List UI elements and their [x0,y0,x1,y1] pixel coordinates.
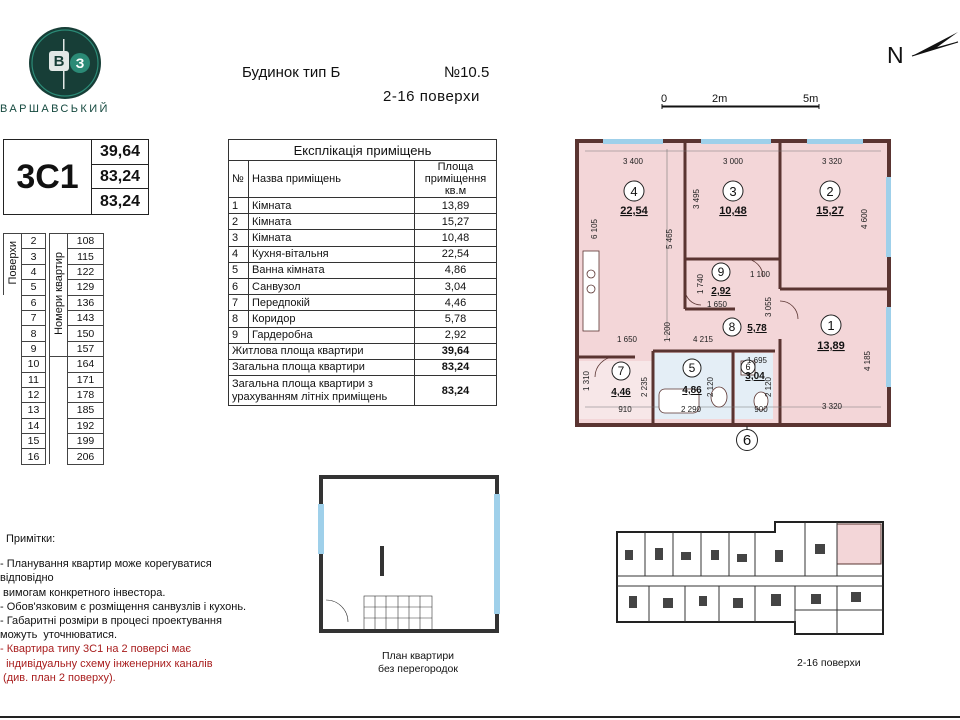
total-area-value: 83,24 [92,165,148,190]
table-row [229,262,497,278]
compass-arrow-icon [910,30,960,60]
total-value: 83,24 [415,359,497,375]
floors-header [4,234,22,296]
floor-number: 4 [22,264,46,279]
house-number: №10.5 [444,64,490,81]
room-3-area: 10,48 [719,205,747,217]
room-area: 22,54 [415,246,497,262]
floor-number: 3 [22,249,46,264]
floors-header-spacer [4,295,22,464]
total-value: 83,24 [415,376,497,406]
plan-marker-6: 6 [736,429,758,451]
room-number: 3 [229,230,249,246]
apartment-code-block [3,139,149,215]
bottom-rule [0,716,960,718]
room-name: Кімната [249,230,415,246]
room-2-area: 15,27 [816,205,844,217]
room-number: 2 [229,214,249,230]
room-1-area: 13,89 [817,340,845,352]
dim-4600: 4 600 [860,208,869,230]
dim-1740: 1 740 [696,273,705,295]
floor-number: 2 [22,234,46,249]
totals-row [229,343,497,359]
room-area: 2,92 [415,327,497,343]
apartments-header-label: Номери квартир [52,252,65,335]
dim-3400: 3 400 [622,157,644,166]
note-line: - Планування квартир може корегуватися [0,558,212,571]
dim-2290: 2 290 [680,405,702,414]
total-area-summer-value: 83,24 [99,192,141,210]
explication-title: Експлікація приміщень [229,140,497,161]
note-line-highlight: індивідуальну схему інженерних каналів [0,657,213,670]
notes-block [0,532,261,685]
apartment-number: 157 [68,341,104,356]
notes-title: Примітки: [6,533,56,545]
floor-number: 15 [22,434,46,449]
dim-5465: 5 465 [665,228,674,250]
dim-1310: 1 310 [582,370,591,392]
room-number: 8 [229,311,249,327]
floors-range: 2-16 поверхи [383,88,480,105]
compass-north-label: N [887,42,904,68]
table-row [229,214,497,230]
floor-number: 12 [22,387,46,402]
room-name: Передпокій [249,295,415,311]
floors-header-label: Поверхи [6,241,19,285]
apartment-number: 115 [68,249,104,264]
room-number: 5 [229,262,249,278]
logo-letter-z: З [75,55,85,71]
room-2-number: 2 [826,184,834,199]
room-8-area: 5,78 [747,323,767,334]
apartment-code: 3С1 [4,140,92,214]
floor-key-plan [615,520,885,636]
column-header-area: Площа приміщення кв.м [415,161,497,198]
room-name: Санвузол [249,278,415,294]
dim-3495: 3 495 [692,188,701,210]
room-6-area: 3,04 [745,371,765,382]
room-7-number: 7 [617,364,625,378]
room-number: 4 [229,246,249,262]
room-9-number: 9 [717,265,725,279]
dim-1100: 1 100 [749,270,771,279]
room-9-area: 2,92 [711,286,731,297]
brand-logo-icon [28,26,102,100]
total-value: 39,64 [415,343,497,359]
dim-1650-a: 1 650 [706,300,728,309]
apartment-number: 199 [68,434,104,449]
note-line: вимогам конкретного інвестора. [0,586,166,599]
total-label: Загальна площа квартири [229,359,415,375]
dim-1200: 1 200 [663,321,672,343]
room-number: 7 [229,295,249,311]
open-plan-caption [374,650,462,676]
room-area: 15,27 [415,214,497,230]
room-area: 4,46 [415,295,497,311]
total-label: Загальна площа квартири з урахуванням літніх приміщень [229,376,415,406]
dim-3320-bottom: 3 320 [821,402,843,411]
explication-table [228,139,497,406]
scale-bar [661,93,821,109]
apartments-header [50,234,68,357]
room-name: Кухня-вітальня [249,246,415,262]
table-row [229,278,497,294]
dim-3320-top: 3 320 [821,157,843,166]
table-row [229,246,497,262]
table-row [229,311,497,327]
room-number: 9 [229,327,249,343]
dim-1650-b: 1 650 [616,335,638,344]
apartment-number: 192 [68,418,104,433]
room-6-number: 6 [745,362,751,372]
room-area: 10,48 [415,230,497,246]
dim-910: 910 [618,405,632,414]
scale-label-5m: 5m [803,93,819,105]
table-row [229,230,497,246]
floor-row [4,234,104,249]
room-1-number: 1 [827,318,835,333]
room-name: Гардеробна [249,327,415,343]
floor-number: 6 [22,295,46,310]
apartment-number: 178 [68,387,104,402]
dim-3055: 3 055 [764,296,773,318]
room-3-number: 3 [729,184,737,199]
apartment-number: 122 [68,264,104,279]
apartment-number: 108 [68,234,104,249]
floor-number: 11 [22,372,46,387]
note-line: - Габаритні розміри в процесі проектування [0,615,222,628]
apartment-number: 185 [68,403,104,418]
room-name: Кімната [249,198,415,214]
scale-label-2m: 2m [712,93,728,105]
totals-row [229,376,497,406]
floor-number: 7 [22,310,46,325]
room-4-number: 4 [630,184,638,199]
room-8-number: 8 [728,320,736,334]
apartment-number: 136 [68,295,104,310]
scale-label-0: 0 [661,93,668,105]
apartment-number: 164 [68,357,104,372]
note-line: можуть уточнюватися. [0,629,118,642]
table-row [229,295,497,311]
column-header-name: Назва приміщень [249,161,415,198]
open-plan-caption-line-2: без перегородок [378,663,458,675]
floor-number: 5 [22,280,46,295]
totals-row [229,359,497,375]
room-name: Кімната [249,214,415,230]
room-number: 6 [229,278,249,294]
floor-number: 9 [22,341,46,356]
apartment-number: 150 [68,326,104,341]
table-row [229,198,497,214]
dim-900: 900 [754,405,768,414]
dim-2235: 2 235 [640,376,649,398]
room-5-number: 5 [688,361,696,375]
floor-number: 16 [22,449,46,464]
room-4-area: 22,54 [620,205,648,217]
house-type: Будинок тип Б [242,64,341,81]
brand-name: ВАРШАВСЬКИЙ [0,103,110,115]
note-line: - Обов'язковим є розміщення санвузлів і кухонь. [0,600,247,613]
table-row [229,327,497,343]
dim-3000: 3 000 [722,157,744,166]
note-line: відповідно [0,572,54,585]
apartment-number: 129 [68,280,104,295]
logo-letter-v: В [53,53,65,70]
dim-4185: 4 185 [863,350,872,372]
room-area: 3,04 [415,278,497,294]
room-area: 5,78 [415,311,497,327]
room-5-area: 4,86 [682,385,702,396]
apartment-number: 206 [68,449,104,464]
open-plan-caption-line-1: План квартири [381,650,455,662]
room-7-area: 4,46 [611,387,631,398]
note-line-highlight: (див. план 2 поверху). [0,671,116,684]
floor-key-caption: 2-16 поверхи [797,657,861,669]
dim-2120: 2 120 [706,376,715,398]
dim-4215: 4 215 [692,335,714,344]
apartments-header-spacer [50,357,68,465]
apartment-number: 143 [68,310,104,325]
dim-6105: 6 105 [590,218,599,240]
floor-number: 13 [22,403,46,418]
apartment-number: 171 [68,372,104,387]
room-area: 4,86 [415,262,497,278]
dim-1695: 1 695 [746,356,768,365]
note-line-highlight: - Квартира типу 3С1 на 2 поверсі має [0,643,191,656]
open-plan-drawing [318,474,500,634]
apartment-floor-plan [575,139,891,427]
room-number: 1 [229,198,249,214]
floor-number: 14 [22,418,46,433]
room-name: Коридор [249,311,415,327]
room-area: 13,89 [415,198,497,214]
room-name: Ванна кімната [249,262,415,278]
living-area-value: 39,64 [92,140,148,165]
floors-apartments-table [3,233,104,465]
dim-2120-b: 2 120 [764,376,773,398]
floor-number: 10 [22,357,46,372]
floor-number: 8 [22,326,46,341]
column-header-no: № [229,161,249,198]
total-label: Житлова площа квартири [229,343,415,359]
